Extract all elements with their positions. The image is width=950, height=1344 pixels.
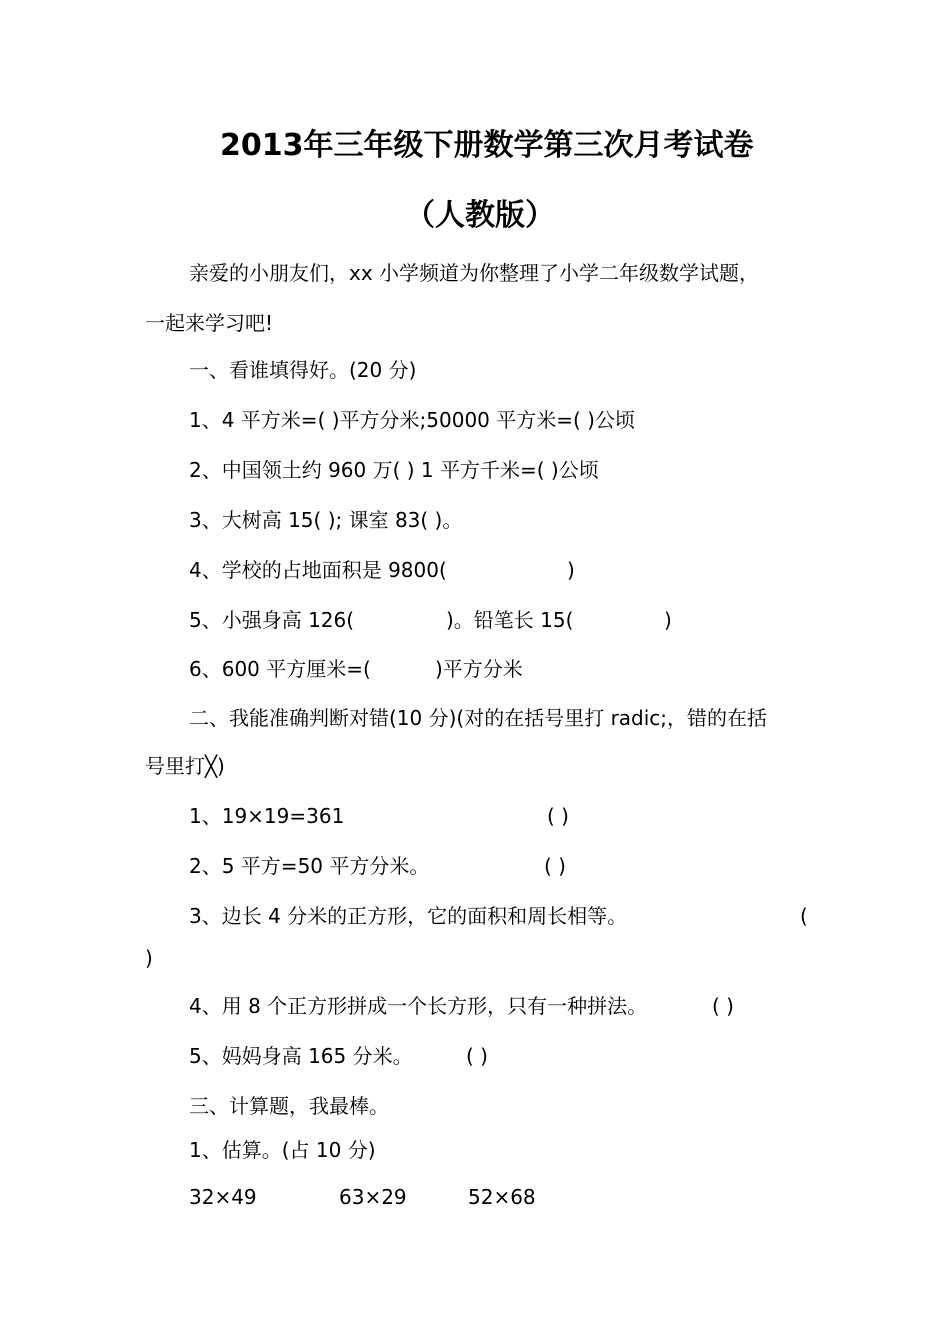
section2-question-5: 5、妈妈身高 165 分米。: [189, 1044, 413, 1068]
section2-heading-line-1: 二、我能准确判断对错(10 分)(对的在括号里打 radic;，错的在括: [189, 706, 768, 730]
section2-question-2: 2、5 平方=50 平方分米。: [189, 854, 430, 878]
page-subtitle: （人教版）: [405, 198, 555, 233]
question-5-close-paren: ): [664, 608, 672, 632]
section3-subheading-1: 1、估算。(占 10 分): [189, 1138, 376, 1162]
section1-question-3: 3、大树高 15( ); 课室 83( )。: [189, 508, 463, 532]
question-4-text: 4、学校的占地面积是 9800(: [189, 558, 447, 582]
section2-question-3-close-paren: ): [145, 946, 153, 970]
section2-question-5-answer: ( ): [466, 1044, 488, 1068]
estimate-expression-3: 52×68: [468, 1185, 536, 1209]
estimate-expression-2: 63×29: [339, 1185, 407, 1209]
section1-question-2: 2、中国领土约 960 万( ) 1 平方千米=( )公顷: [189, 458, 599, 482]
section2-question-2-answer: ( ): [544, 854, 566, 878]
question-5-part-1: 5、小强身高 126(: [189, 608, 355, 632]
page-title: 2013年三年级下册数学第三次月考试卷: [220, 128, 754, 163]
section2-question-1: 1、19×19=361: [189, 804, 345, 828]
intro-line-1: 亲爱的小朋友们，xx 小学频道为你整理了小学二年级数学试题，: [189, 261, 760, 285]
question-6-part-2: )平方分米: [435, 657, 523, 681]
section1-question-4: [189, 557, 447, 583]
section2-question-4: 4、用 8 个正方形拼成一个长方形，只有一种拼法。: [189, 994, 648, 1018]
question-4-close-paren: ): [567, 558, 575, 582]
section1-question-1: 1、4 平方米=( )平方分米;50000 平方米=( )公顷: [189, 408, 635, 432]
question-6-part-1: 6、600 平方厘米=(: [189, 657, 371, 681]
section2-question-3: 3、边长 4 分米的正方形，它的面积和周长相等。: [189, 904, 628, 928]
intro-line-2: 一起来学习吧!: [145, 311, 274, 335]
section2-question-4-answer: ( ): [712, 994, 734, 1018]
section1-heading: 一、看谁填得好。(20 分): [189, 358, 417, 382]
section3-heading: 三、计算题，我最棒。: [189, 1094, 389, 1118]
section2-heading-line-2: 号里打╳): [145, 754, 225, 778]
section2-question-1-answer: ( ): [547, 804, 569, 828]
question-5-part-2: )。铅笔长 15(: [446, 608, 574, 632]
section2-question-3-open-paren: (: [800, 904, 808, 928]
estimate-expression-1: 32×49: [189, 1185, 257, 1209]
